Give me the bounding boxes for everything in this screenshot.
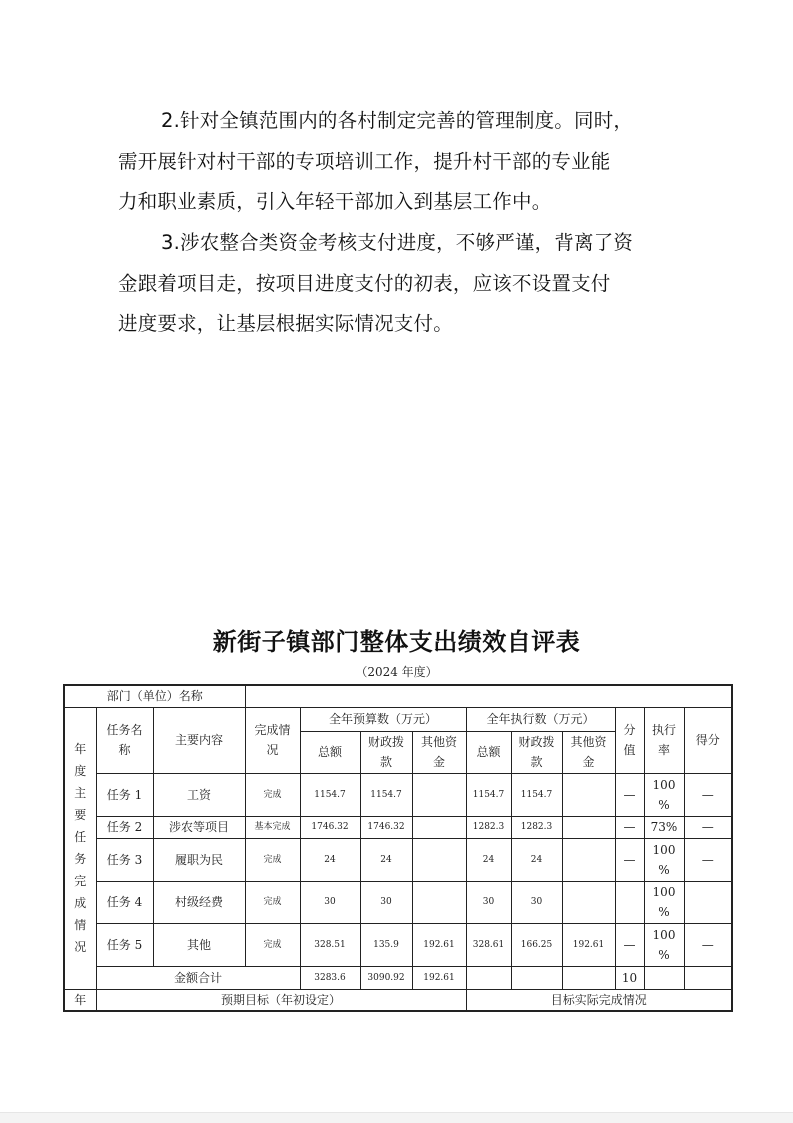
paragraph-line: 3.涉农整合类资金考核支付进度，不够严谨，背离了资 [161, 231, 634, 254]
header-exec-fiscal: 财政拨 款 [511, 731, 562, 773]
sum-exec-total [466, 966, 511, 989]
paragraph-line: 进度要求，让基层根据实际情况支付。 [118, 312, 453, 335]
task-name: 任务 4 [96, 881, 153, 923]
exec-other: 192.61 [562, 923, 615, 966]
task-content: 涉农等项目 [153, 816, 245, 838]
exec-rate: 100 % [644, 773, 684, 816]
exec-total: 24 [466, 838, 511, 881]
dept-value [245, 685, 732, 707]
exec-fiscal: 24 [511, 838, 562, 881]
table-subtitle: （2024 年度） [355, 665, 438, 679]
sum-label: 金额合计 [96, 966, 300, 989]
paragraph-line: 2.针对全镇范围内的各村制定完善的管理制度。同时， [161, 109, 634, 132]
paragraph-line: 金跟着项目走，按项目进度支付的初表，应该不设置支付 [118, 271, 611, 295]
side-label: 年度主要任务完成情况 [74, 742, 87, 954]
sum-budget-other: 192.61 [412, 966, 466, 989]
header-exec-rate: 执行 率 [644, 707, 684, 773]
weight: — [615, 816, 644, 838]
task-content: 工资 [153, 773, 245, 816]
budget-other [412, 881, 466, 923]
weight [615, 881, 644, 923]
goal-expected-label: 预期目标（年初设定） [96, 989, 466, 1011]
budget-other [412, 838, 466, 881]
header-budget-group: 全年预算数（万元） [300, 707, 466, 731]
table-row [64, 816, 732, 838]
budget-total: 30 [300, 881, 360, 923]
task-name: 任务 2 [96, 816, 153, 838]
exec-rate: 100 % [644, 923, 684, 966]
budget-fiscal: 1746.32 [360, 816, 412, 838]
table-row [64, 923, 732, 966]
header-exec-group: 全年执行数（万元） [466, 707, 615, 731]
task-content: 其他 [153, 923, 245, 966]
task-name: 任务 3 [96, 838, 153, 881]
task-status: 完成 [245, 923, 300, 966]
exec-total: 1282.3 [466, 816, 511, 838]
score: — [684, 816, 732, 838]
goal-actual-label: 目标实际完成情况 [466, 989, 732, 1011]
goal-side-label: 年 [64, 989, 96, 1011]
task-content: 履职为民 [153, 838, 245, 881]
task-content: 村级经费 [153, 881, 245, 923]
header-budget-other: 其他资 金 [412, 731, 466, 773]
budget-fiscal: 135.9 [360, 923, 412, 966]
exec-total: 30 [466, 881, 511, 923]
header-exec-total: 总额 [466, 731, 511, 773]
budget-total: 328.51 [300, 923, 360, 966]
paragraph-line: 需开展针对村干部的专项培训工作，提升村干部的专业能 [118, 149, 611, 173]
budget-total: 1746.32 [300, 816, 360, 838]
sum-exec-other [562, 966, 615, 989]
sum-row [64, 966, 732, 989]
score [684, 881, 732, 923]
table-row [64, 773, 732, 816]
exec-other [562, 838, 615, 881]
budget-other [412, 816, 466, 838]
exec-other [562, 816, 615, 838]
task-name: 任务 5 [96, 923, 153, 966]
exec-total: 1154.7 [466, 773, 511, 816]
header-weight: 分 值 [615, 707, 644, 773]
goal-row [64, 989, 732, 1011]
header-task-name: 任务名 称 [96, 707, 153, 773]
sum-rate [644, 966, 684, 989]
budget-fiscal: 30 [360, 881, 412, 923]
sum-exec-fiscal [511, 966, 562, 989]
score: — [684, 838, 732, 881]
exec-fiscal: 30 [511, 881, 562, 923]
budget-fiscal: 1154.7 [360, 773, 412, 816]
budget-total: 24 [300, 838, 360, 881]
task-status: 基本完成 [245, 816, 300, 838]
score: — [684, 923, 732, 966]
budget-other: 192.61 [412, 923, 466, 966]
budget-other [412, 773, 466, 816]
table-title: 新街子镇部门整体支出绩效自评表 [212, 628, 581, 656]
sum-score [684, 966, 732, 989]
paragraph-line: 力和职业素质，引入年轻干部加入到基层工作中。 [118, 190, 552, 213]
exec-other [562, 881, 615, 923]
exec-rate: 73% [644, 816, 684, 838]
budget-total: 1154.7 [300, 773, 360, 816]
table-row [64, 838, 732, 881]
dept-label: 部门（单位）名称 [64, 685, 245, 707]
sum-budget-total: 3283.6 [300, 966, 360, 989]
task-status: 完成 [245, 881, 300, 923]
exec-fiscal: 1154.7 [511, 773, 562, 816]
performance-table [63, 684, 733, 1012]
exec-total: 328.61 [466, 923, 511, 966]
weight: — [615, 923, 644, 966]
budget-fiscal: 24 [360, 838, 412, 881]
score: — [684, 773, 732, 816]
header-score: 得分 [684, 707, 732, 773]
header-budget-total: 总额 [300, 731, 360, 773]
header-content: 主要内容 [153, 707, 245, 773]
exec-rate: 100 % [644, 838, 684, 881]
task-name: 任务 1 [96, 773, 153, 816]
paragraph-2 [118, 101, 678, 223]
task-status: 完成 [245, 773, 300, 816]
header-row-1 [64, 707, 732, 731]
task-status: 完成 [245, 838, 300, 881]
sum-weight: 10 [615, 966, 644, 989]
header-exec-other: 其他资 金 [562, 731, 615, 773]
sum-budget-fiscal: 3090.92 [360, 966, 412, 989]
side-label-cell [64, 707, 96, 989]
exec-rate: 100 % [644, 881, 684, 923]
weight: — [615, 773, 644, 816]
table-row [64, 881, 732, 923]
header-budget-fiscal: 财政拨 款 [360, 731, 412, 773]
exec-other [562, 773, 615, 816]
exec-fiscal: 166.25 [511, 923, 562, 966]
header-status: 完成情 况 [245, 707, 300, 773]
bottom-scrollbar[interactable] [0, 1112, 793, 1123]
paragraph-3 [118, 223, 678, 345]
dept-row [64, 685, 732, 707]
exec-fiscal: 1282.3 [511, 816, 562, 838]
weight: — [615, 838, 644, 881]
